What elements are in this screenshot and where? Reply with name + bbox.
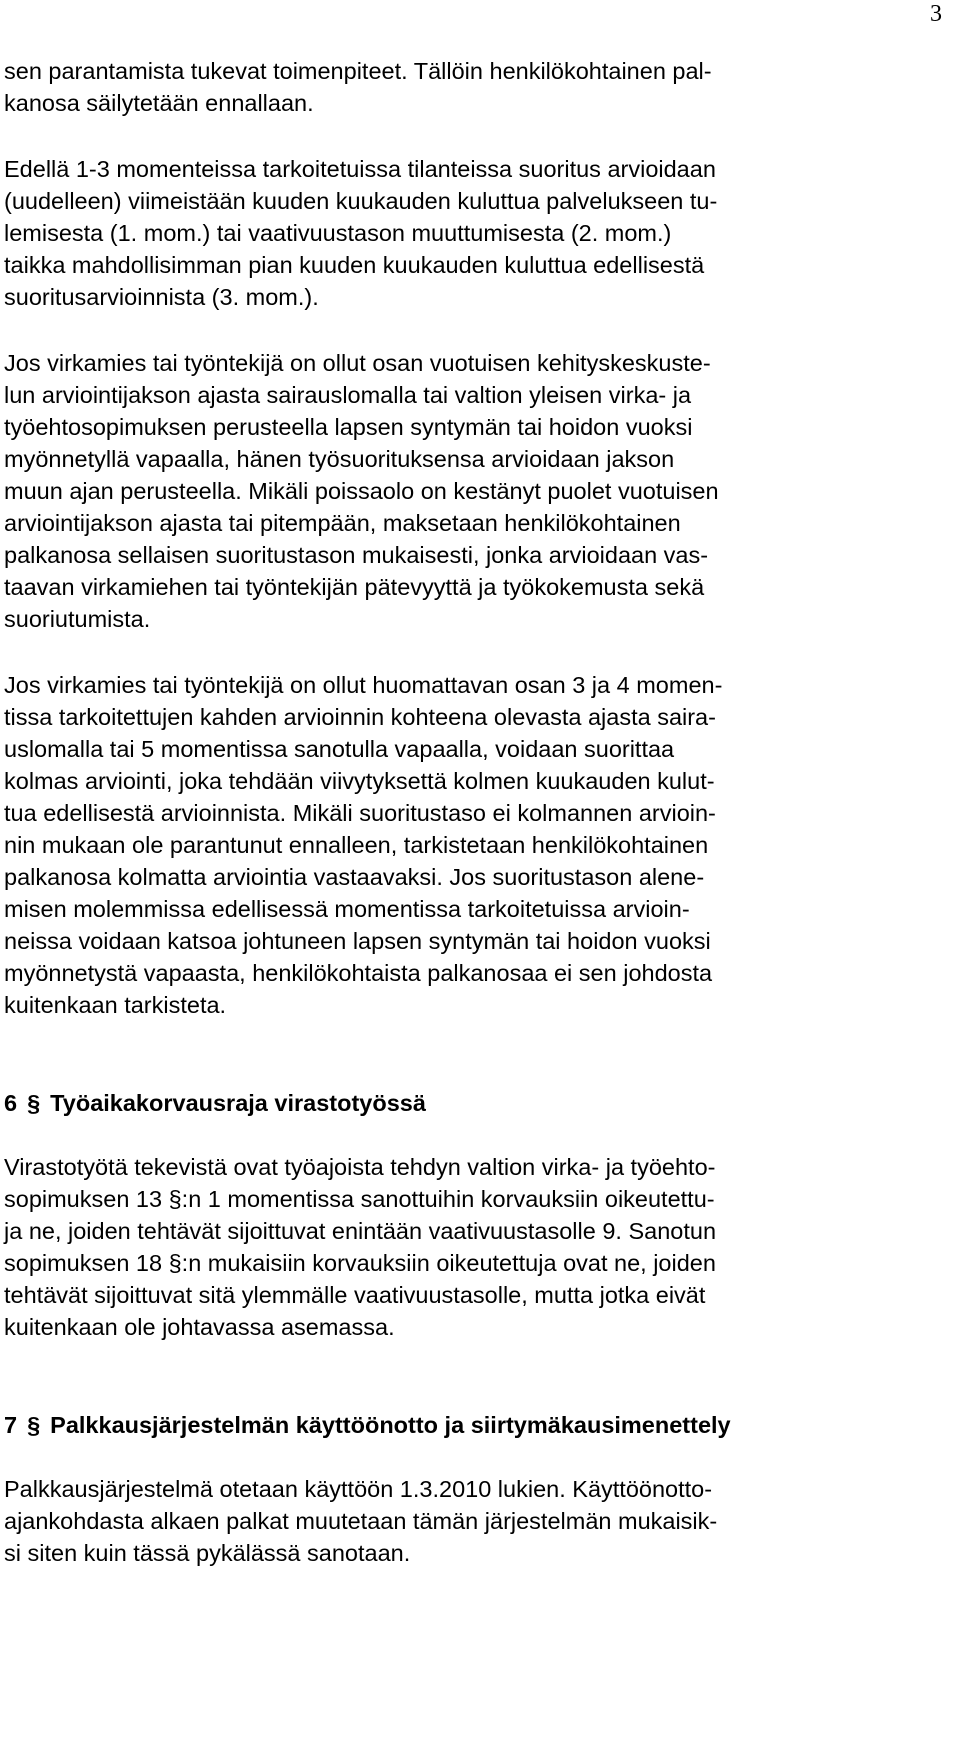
text-line: arviointijakson ajasta tai pitempään, maksetaan henkilökohtainen	[4, 510, 681, 536]
text-line: lun arviointijakson ajasta sairauslomalla tai valtion yleisen virka- ja	[4, 382, 692, 408]
paragraph-2	[4, 153, 954, 313]
page-number: 3	[930, 1, 942, 27]
text-line: kuitenkaan tarkisteta.	[4, 992, 227, 1018]
section-6-heading	[4, 1087, 954, 1119]
section-number: 7	[4, 1412, 18, 1438]
text-line: Edellä 1-3 momenteissa tarkoitetuissa tilanteissa suoritus arvioidaan	[4, 156, 716, 182]
text-line: sopimuksen 18 §:n mukaisiin korvauksiin oikeutettuja ovat ne, joiden	[4, 1250, 716, 1276]
text-line: taikka mahdollisimman pian kuuden kuukauden kuluttua edellisestä	[4, 252, 705, 278]
text-line: suoritusarvioinnista (3. mom.).	[4, 284, 319, 310]
text-line: sopimuksen 13 §:n 1 momentissa sanottuihin korvauksiin oikeutettu-	[4, 1186, 715, 1212]
section-7-paragraph	[4, 1473, 954, 1569]
section-heading	[4, 1409, 954, 1441]
section-7-heading	[4, 1409, 954, 1441]
section-title: Palkkausjärjestelmän käyttöönotto ja siirtymäkausimenettely	[50, 1412, 731, 1438]
paragraph-3	[4, 347, 954, 635]
text-line: sen parantamista tukevat toimenpiteet. Tällöin henkilökohtainen pal-	[4, 58, 712, 84]
text-line: neissa voidaan katsoa johtuneen lapsen syntymän tai hoidon vuoksi	[4, 928, 711, 954]
text-line: suoriutumista.	[4, 606, 151, 632]
text-line: myönnetystä vapaasta, henkilökohtaista palkanosaa ei sen johdosta	[4, 960, 713, 986]
section-title: Työaikakorvausraja virastotyössä	[50, 1090, 426, 1116]
text-line: misen molemmissa edellisessä momentissa tarkoitetuissa arvioin-	[4, 896, 690, 922]
text-line: lemisesta (1. mom.) tai vaativuustason muuttumisesta (2. mom.)	[4, 220, 672, 246]
section-number: 6	[4, 1090, 18, 1116]
text-line: tua edellisestä arvioinnista. Mikäli suoritustaso ei kolmannen arvioin-	[4, 800, 716, 826]
text-line: ajankohdasta alkaen palkat muutetaan tämän järjestelmän mukaisik-	[4, 1508, 718, 1534]
text-line: tissa tarkoitettujen kahden arvioinnin kohteena olevasta ajasta saira-	[4, 704, 716, 730]
section-sign: §	[27, 1412, 41, 1438]
text-line: Palkkausjärjestelmä otetaan käyttöön 1.3.2010 lukien. Käyttöönotto-	[4, 1476, 713, 1502]
document-body	[4, 55, 954, 1603]
text-line: Jos virkamies tai työntekijä on ollut osan vuotuisen kehityskeskuste-	[4, 350, 711, 376]
text-line: tehtävät sijoittuvat sitä ylemmälle vaativuustasolle, mutta jotka eivät	[4, 1282, 706, 1308]
section-sign: §	[27, 1090, 41, 1116]
text-line: taavan virkamiehen tai työntekijän pätevyyttä ja työkokemusta sekä	[4, 574, 705, 600]
paragraph-1	[4, 55, 954, 119]
text-line: muun ajan perusteella. Mikäli poissaolo on kestänyt puolet vuotuisen	[4, 478, 719, 504]
text-line: myönnetyllä vapaalla, hänen työsuorituksensa arvioidaan jakson	[4, 446, 675, 472]
text-line: kuitenkaan ole johtavassa asemassa.	[4, 1314, 395, 1340]
text-line: kanosa säilytetään ennallaan.	[4, 90, 314, 116]
text-line: palkanosa kolmatta arviointia vastaavaksi. Jos suoritustason alene-	[4, 864, 705, 890]
text-line: Jos virkamies tai työntekijä on ollut huomattavan osan 3 ja 4 momen-	[4, 672, 723, 698]
text-line: nin mukaan ole parantunut ennalleen, tarkistetaan henkilökohtainen	[4, 832, 709, 858]
text-line: kolmas arviointi, joka tehdään viivytyksettä kolmen kuukauden kulut-	[4, 768, 715, 794]
text-line: ja ne, joiden tehtävät sijoittuvat enintään vaativuustasolle 9. Sanotun	[4, 1218, 717, 1244]
text-line: (uudelleen) viimeistään kuuden kuukauden kuluttua palvelukseen tu-	[4, 188, 718, 214]
text-line: työehtosopimuksen perusteella lapsen syntymän tai hoidon vuoksi	[4, 414, 693, 440]
section-6-paragraph	[4, 1151, 954, 1343]
section-heading	[4, 1087, 954, 1119]
text-line: palkanosa sellaisen suoritustason mukaisesti, jonka arvioidaan vas-	[4, 542, 709, 568]
paragraph-4	[4, 669, 954, 1021]
text-line: Virastotyötä tekevistä ovat työajoista tehdyn valtion virka- ja työehto-	[4, 1154, 716, 1180]
text-line: uslomalla tai 5 momentissa sanotulla vapaalla, voidaan suorittaa	[4, 736, 675, 762]
text-line: si siten kuin tässä pykälässä sanotaan.	[4, 1540, 411, 1566]
